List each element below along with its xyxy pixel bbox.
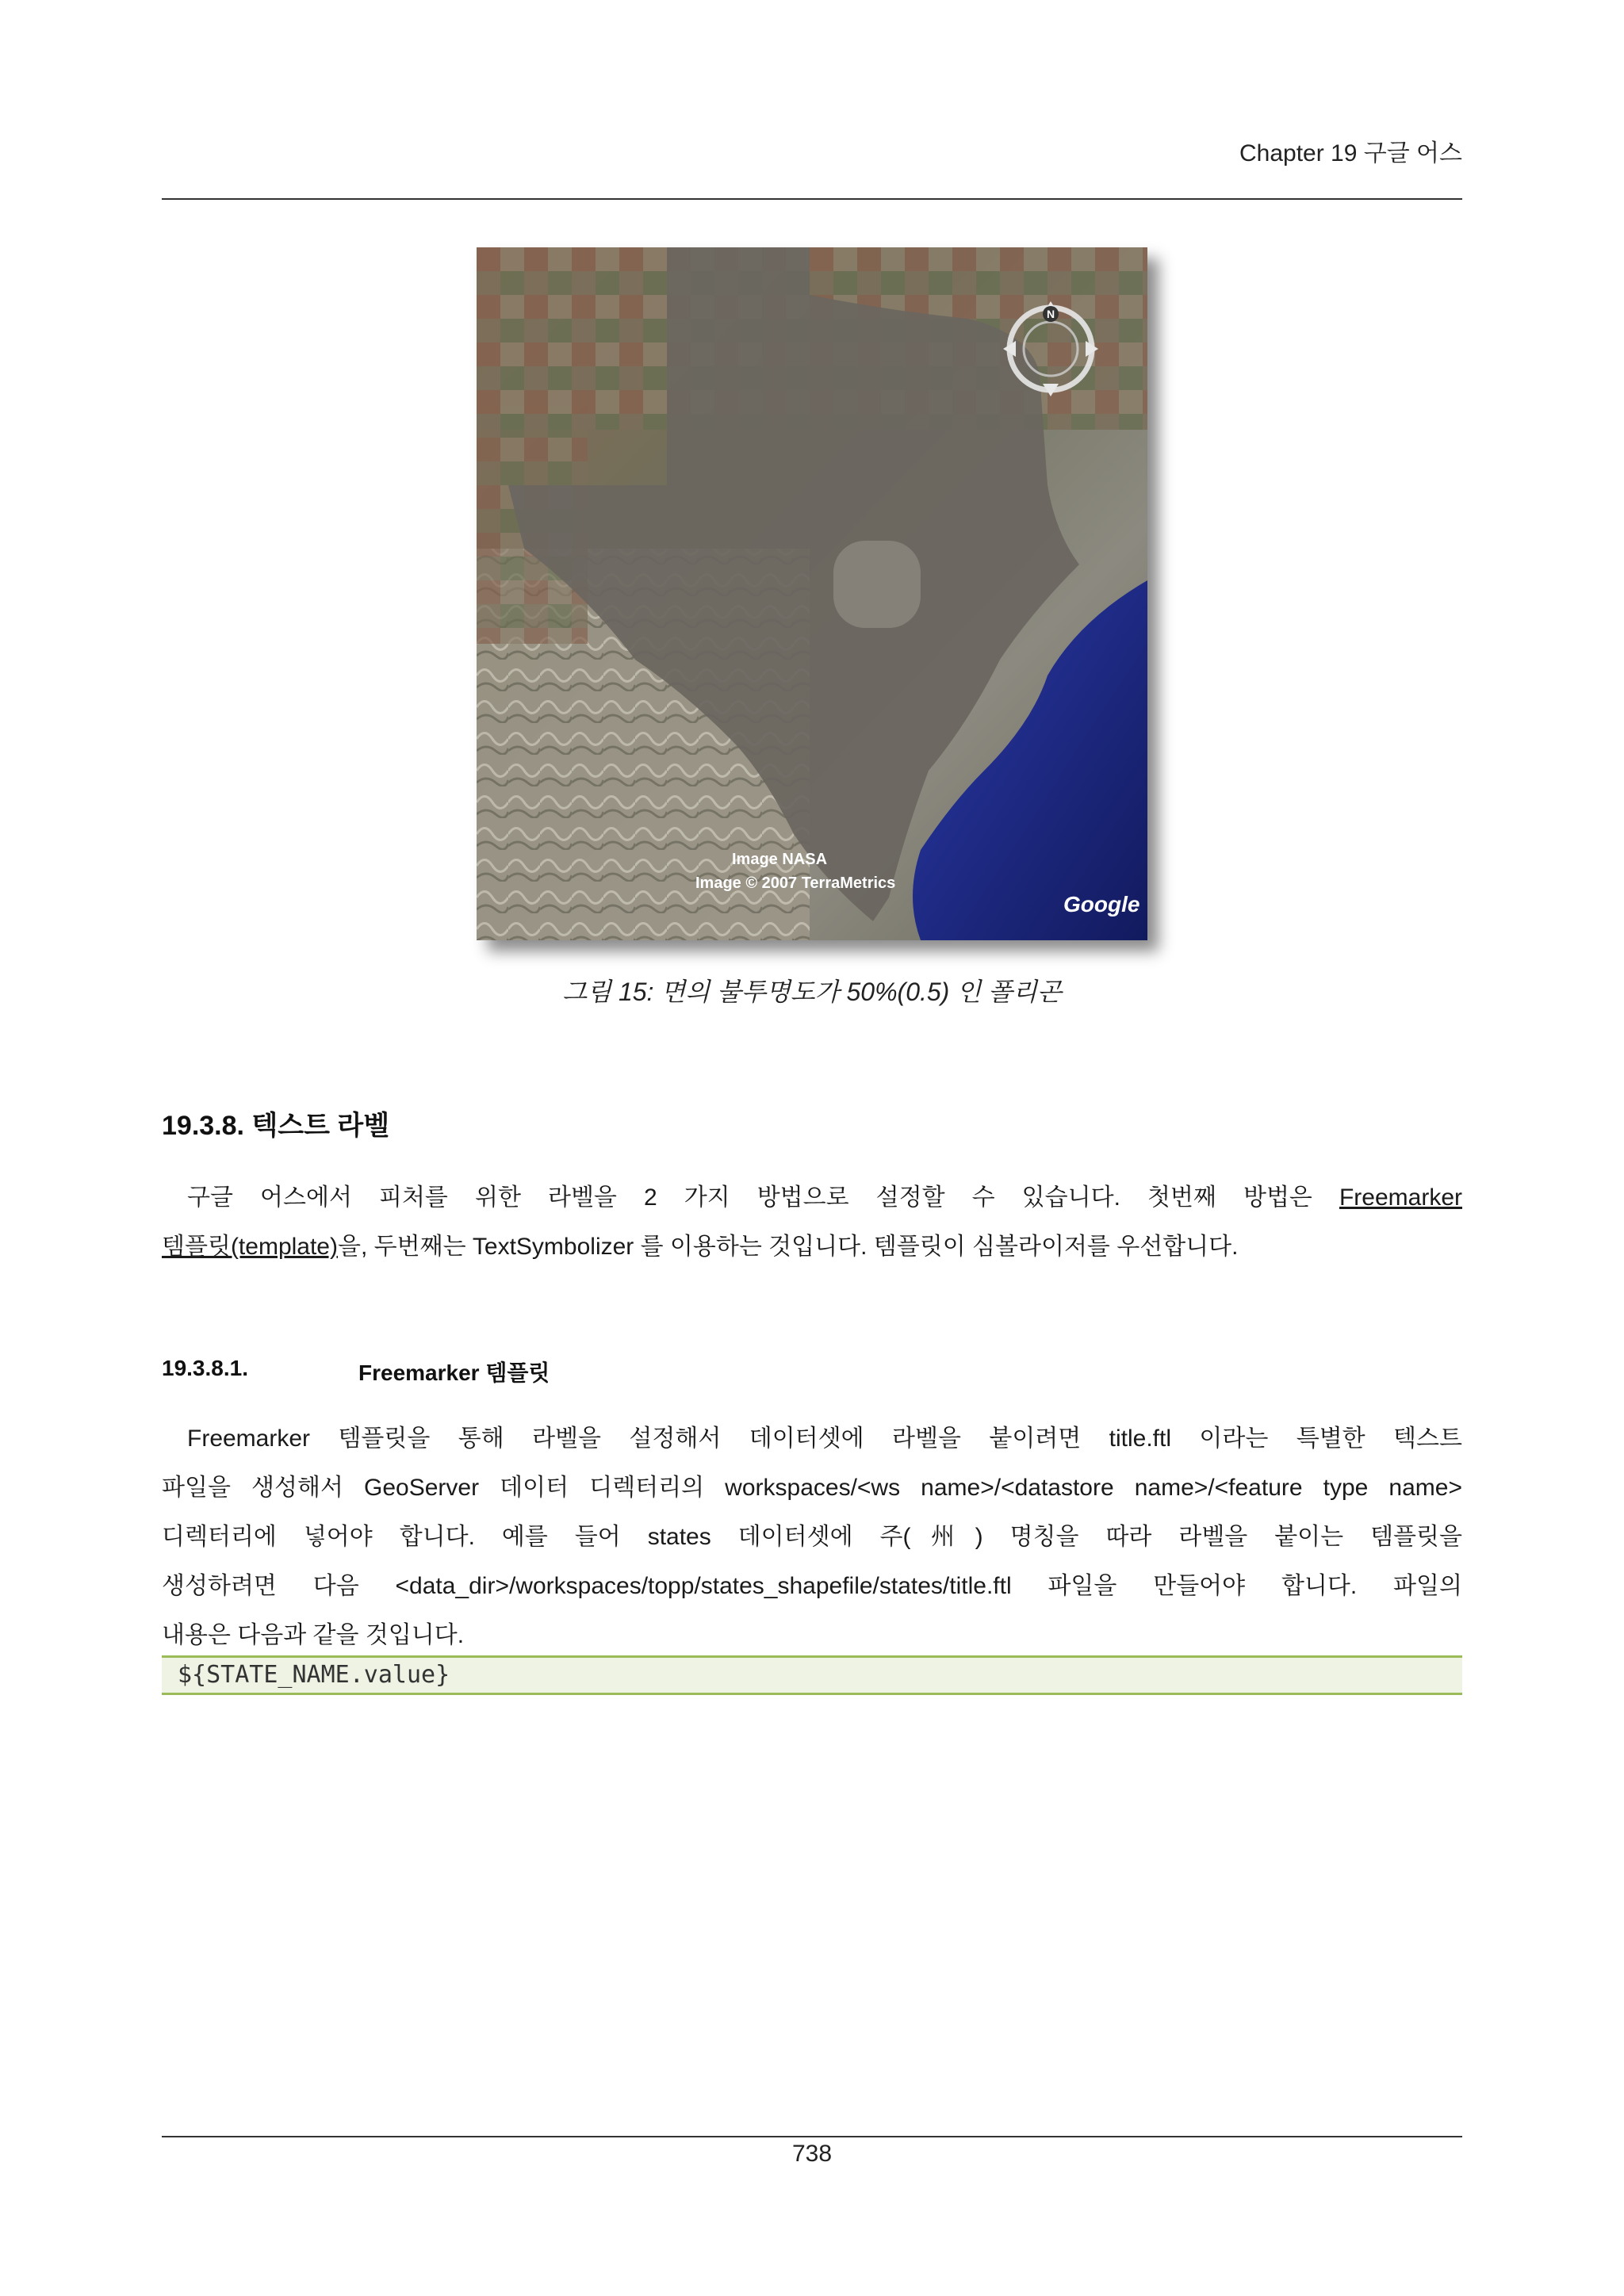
section-heading: 19.3.8. 텍스트 라벨 [162,1111,390,1141]
para-line-1 [162,1173,1462,1223]
para-line-1-text: 구글 어스에서 피처를 위한 라벨을 2 가지 방법으로 설정할 수 있습니다. 첫번째 방법은 [187,1184,1339,1211]
page-number: 738 [791,2141,833,2167]
code-text: ${STATE_NAME.value} [178,1661,450,1689]
sub-line-3: 디렉터리에 넣어야 합니다. 예를 들어 states 데이터셋에 주(州) 명칭을 따라 라벨을 붙이는 템플릿을 [162,1524,1462,1550]
sub-line-5: 내용은 다음과 같을 것입니다. [162,1622,465,1648]
footer-rule [162,2136,1462,2137]
sub-line-1: Freemarker 템플릿을 통해 라벨을 설정해서 데이터셋에 라벨을 붙이려면 title.ftl 이라는 특별한 텍스트 [187,1425,1462,1452]
subsection-heading [162,1356,550,1385]
template-link[interactable]: 템플릿(template) [162,1234,338,1260]
polygon-lighter-patch [833,541,921,628]
satellite-map [477,247,1147,940]
image-credit-terrametrics: Image © 2007 TerraMetrics [695,874,896,892]
code-block [162,1655,1462,1695]
sub-line-4: 생성하려면 다음 <data_dir>/workspaces/topp/states_shapefile/states/title.ftl 파일을 만들어야 합니다. 파일의 [162,1573,1462,1599]
figure-caption: 그림 15: 면의 불투명도가 50%(0.5) 인 폴리곤 [562,978,1062,1006]
para-line-2-text: 을, 두번째는 TextSymbolizer 를 이용하는 것입니다. 템플릿이 심볼라이저를 우선합니다. [337,1234,1239,1260]
satellite-figure [477,247,1147,940]
section-paragraph [162,1173,1462,1272]
para-line-2 [162,1223,1462,1272]
google-logo: Google [1063,892,1140,916]
sub-line-2: 파일을 생성해서 GeoServer 데이터 디렉터리의 workspaces/<ws name>/<datastore name>/<feature type name> [162,1475,1462,1501]
subsection-title: Freemarker 템플릿 [358,1360,550,1385]
compass-letter: N [1046,308,1055,320]
running-header: Chapter 19 구글 어스 [1239,140,1462,166]
subsection-paragraph [162,1414,1462,1660]
image-credit-nasa: Image NASA [732,851,828,868]
header-rule [162,198,1462,200]
subsection-number: 19.3.8.1. [162,1356,248,1380]
freemarker-link[interactable]: Freemarker [1339,1184,1462,1211]
